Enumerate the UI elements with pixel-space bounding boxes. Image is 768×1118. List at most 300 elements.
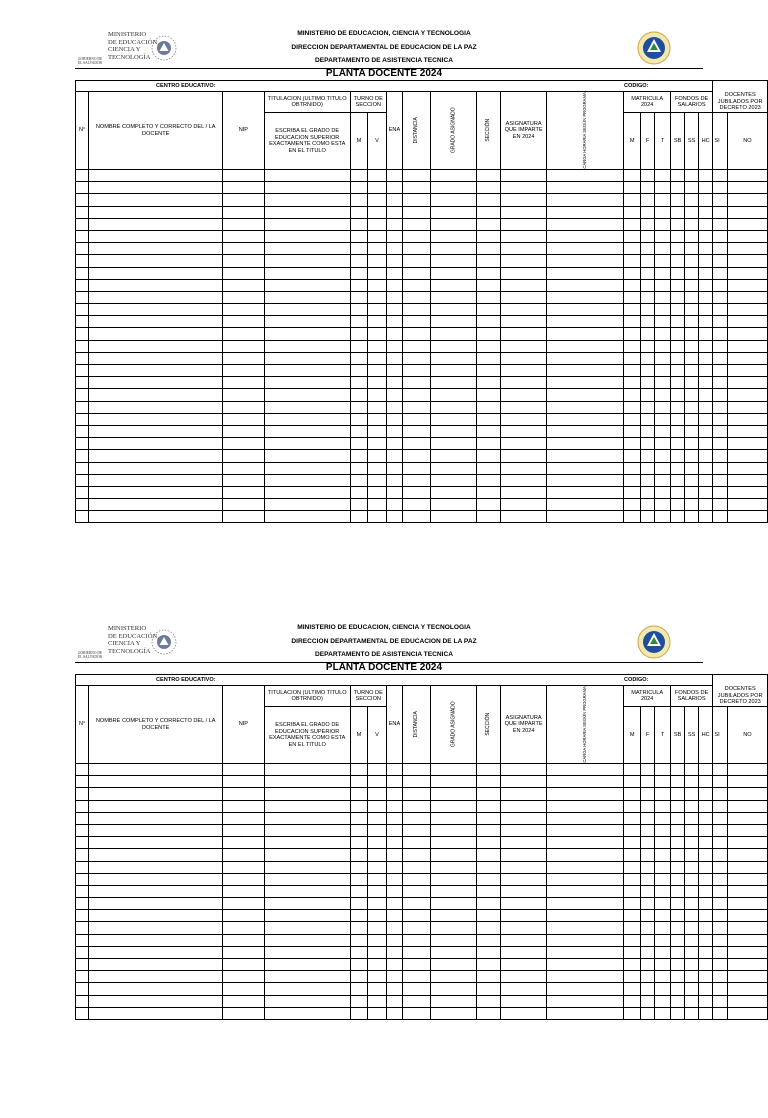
table-cell[interactable] xyxy=(624,291,640,303)
table-cell[interactable] xyxy=(368,764,386,776)
table-cell[interactable] xyxy=(368,873,386,885)
table-cell[interactable] xyxy=(685,800,699,812)
table-cell[interactable] xyxy=(264,800,350,812)
table-cell[interactable] xyxy=(89,922,223,934)
table-cell[interactable] xyxy=(350,255,368,267)
table-cell[interactable] xyxy=(89,511,223,523)
table-cell[interactable] xyxy=(670,438,684,450)
table-cell[interactable] xyxy=(89,389,223,401)
table-cell[interactable] xyxy=(223,304,265,316)
table-cell[interactable] xyxy=(655,377,670,389)
table-cell[interactable] xyxy=(430,328,477,340)
table-cell[interactable] xyxy=(76,377,89,389)
table-cell[interactable] xyxy=(685,995,699,1007)
table-cell[interactable] xyxy=(685,425,699,437)
table-cell[interactable] xyxy=(640,401,655,413)
table-cell[interactable] xyxy=(264,861,350,873)
table-cell[interactable] xyxy=(89,983,223,995)
table-cell[interactable] xyxy=(640,365,655,377)
table-cell[interactable] xyxy=(403,971,430,983)
table-cell[interactable] xyxy=(727,788,767,800)
table-cell[interactable] xyxy=(501,861,547,873)
table-cell[interactable] xyxy=(403,291,430,303)
table-cell[interactable] xyxy=(368,946,386,958)
table-cell[interactable] xyxy=(264,922,350,934)
table-cell[interactable] xyxy=(386,316,403,328)
table-cell[interactable] xyxy=(624,218,640,230)
table-cell[interactable] xyxy=(670,824,684,836)
table-cell[interactable] xyxy=(89,291,223,303)
table-cell[interactable] xyxy=(670,462,684,474)
table-cell[interactable] xyxy=(713,340,728,352)
table-cell[interactable] xyxy=(727,170,767,182)
table-cell[interactable] xyxy=(350,352,368,364)
table-cell[interactable] xyxy=(501,788,547,800)
table-cell[interactable] xyxy=(727,182,767,194)
table-cell[interactable] xyxy=(403,450,430,462)
table-cell[interactable] xyxy=(655,873,670,885)
table-cell[interactable] xyxy=(698,377,713,389)
table-cell[interactable] xyxy=(670,182,684,194)
table-cell[interactable] xyxy=(713,486,728,498)
table-cell[interactable] xyxy=(430,861,477,873)
table-cell[interactable] xyxy=(223,983,265,995)
table-cell[interactable] xyxy=(76,922,89,934)
table-cell[interactable] xyxy=(76,776,89,788)
table-cell[interactable] xyxy=(713,824,728,836)
table-cell[interactable] xyxy=(477,279,501,291)
table-cell[interactable] xyxy=(76,352,89,364)
table-cell[interactable] xyxy=(477,474,501,486)
table-cell[interactable] xyxy=(670,971,684,983)
table-cell[interactable] xyxy=(698,800,713,812)
table-cell[interactable] xyxy=(624,861,640,873)
table-cell[interactable] xyxy=(501,486,547,498)
table-cell[interactable] xyxy=(264,764,350,776)
table-cell[interactable] xyxy=(368,377,386,389)
table-cell[interactable] xyxy=(698,885,713,897)
table-cell[interactable] xyxy=(547,776,624,788)
table-cell[interactable] xyxy=(501,764,547,776)
table-cell[interactable] xyxy=(403,474,430,486)
table-cell[interactable] xyxy=(386,983,403,995)
table-cell[interactable] xyxy=(368,837,386,849)
table-cell[interactable] xyxy=(223,438,265,450)
table-cell[interactable] xyxy=(223,425,265,437)
table-cell[interactable] xyxy=(350,824,368,836)
table-cell[interactable] xyxy=(624,352,640,364)
table-cell[interactable] xyxy=(698,511,713,523)
table-cell[interactable] xyxy=(698,328,713,340)
table-cell[interactable] xyxy=(477,873,501,885)
table-cell[interactable] xyxy=(350,922,368,934)
table-cell[interactable] xyxy=(386,511,403,523)
table-cell[interactable] xyxy=(223,267,265,279)
table-cell[interactable] xyxy=(368,328,386,340)
table-cell[interactable] xyxy=(76,486,89,498)
table-cell[interactable] xyxy=(477,170,501,182)
table-cell[interactable] xyxy=(368,971,386,983)
table-cell[interactable] xyxy=(685,413,699,425)
table-cell[interactable] xyxy=(713,389,728,401)
table-cell[interactable] xyxy=(264,776,350,788)
table-cell[interactable] xyxy=(76,304,89,316)
table-cell[interactable] xyxy=(713,316,728,328)
table-cell[interactable] xyxy=(350,946,368,958)
table-cell[interactable] xyxy=(350,934,368,946)
table-cell[interactable] xyxy=(350,218,368,230)
table-cell[interactable] xyxy=(368,255,386,267)
table-cell[interactable] xyxy=(727,218,767,230)
table-cell[interactable] xyxy=(76,812,89,824)
table-cell[interactable] xyxy=(223,812,265,824)
table-cell[interactable] xyxy=(698,462,713,474)
table-cell[interactable] xyxy=(477,788,501,800)
table-cell[interactable] xyxy=(713,861,728,873)
table-cell[interactable] xyxy=(501,377,547,389)
table-cell[interactable] xyxy=(223,316,265,328)
table-cell[interactable] xyxy=(655,230,670,242)
table-cell[interactable] xyxy=(698,243,713,255)
table-cell[interactable] xyxy=(350,898,368,910)
table-cell[interactable] xyxy=(264,279,350,291)
table-cell[interactable] xyxy=(403,462,430,474)
table-cell[interactable] xyxy=(368,788,386,800)
table-cell[interactable] xyxy=(403,861,430,873)
table-cell[interactable] xyxy=(670,934,684,946)
table-cell[interactable] xyxy=(698,401,713,413)
table-cell[interactable] xyxy=(368,352,386,364)
table-cell[interactable] xyxy=(430,934,477,946)
table-cell[interactable] xyxy=(264,255,350,267)
table-cell[interactable] xyxy=(685,946,699,958)
table-cell[interactable] xyxy=(547,800,624,812)
table-cell[interactable] xyxy=(670,377,684,389)
table-cell[interactable] xyxy=(89,206,223,218)
table-cell[interactable] xyxy=(501,511,547,523)
table-cell[interactable] xyxy=(655,218,670,230)
table-cell[interactable] xyxy=(698,898,713,910)
table-cell[interactable] xyxy=(698,425,713,437)
table-cell[interactable] xyxy=(547,304,624,316)
table-cell[interactable] xyxy=(698,352,713,364)
table-cell[interactable] xyxy=(386,304,403,316)
table-cell[interactable] xyxy=(430,182,477,194)
table-cell[interactable] xyxy=(670,267,684,279)
table-cell[interactable] xyxy=(698,474,713,486)
table-cell[interactable] xyxy=(624,511,640,523)
table-cell[interactable] xyxy=(713,837,728,849)
table-cell[interactable] xyxy=(76,413,89,425)
table-cell[interactable] xyxy=(264,304,350,316)
table-cell[interactable] xyxy=(264,206,350,218)
table-cell[interactable] xyxy=(501,824,547,836)
table-cell[interactable] xyxy=(386,206,403,218)
table-cell[interactable] xyxy=(430,764,477,776)
table-cell[interactable] xyxy=(89,218,223,230)
table-cell[interactable] xyxy=(89,267,223,279)
table-cell[interactable] xyxy=(547,255,624,267)
table-cell[interactable] xyxy=(501,499,547,511)
table-cell[interactable] xyxy=(264,486,350,498)
table-cell[interactable] xyxy=(685,438,699,450)
table-cell[interactable] xyxy=(386,291,403,303)
table-cell[interactable] xyxy=(727,934,767,946)
table-cell[interactable] xyxy=(386,365,403,377)
table-cell[interactable] xyxy=(403,352,430,364)
table-cell[interactable] xyxy=(640,934,655,946)
table-cell[interactable] xyxy=(223,800,265,812)
table-cell[interactable] xyxy=(350,389,368,401)
table-cell[interactable] xyxy=(685,255,699,267)
table-cell[interactable] xyxy=(403,910,430,922)
table-cell[interactable] xyxy=(670,837,684,849)
table-cell[interactable] xyxy=(640,352,655,364)
table-cell[interactable] xyxy=(640,425,655,437)
table-cell[interactable] xyxy=(223,861,265,873)
table-cell[interactable] xyxy=(350,316,368,328)
table-cell[interactable] xyxy=(89,800,223,812)
table-cell[interactable] xyxy=(223,462,265,474)
table-cell[interactable] xyxy=(477,194,501,206)
table-cell[interactable] xyxy=(501,922,547,934)
table-cell[interactable] xyxy=(403,824,430,836)
table-cell[interactable] xyxy=(477,861,501,873)
table-cell[interactable] xyxy=(386,377,403,389)
table-cell[interactable] xyxy=(670,910,684,922)
table-cell[interactable] xyxy=(727,486,767,498)
table-cell[interactable] xyxy=(640,922,655,934)
table-cell[interactable] xyxy=(76,328,89,340)
table-cell[interactable] xyxy=(640,885,655,897)
table-cell[interactable] xyxy=(685,401,699,413)
table-cell[interactable] xyxy=(264,873,350,885)
table-cell[interactable] xyxy=(477,425,501,437)
table-cell[interactable] xyxy=(685,499,699,511)
table-cell[interactable] xyxy=(350,230,368,242)
table-cell[interactable] xyxy=(727,255,767,267)
table-cell[interactable] xyxy=(368,959,386,971)
table-cell[interactable] xyxy=(223,328,265,340)
table-cell[interactable] xyxy=(477,316,501,328)
table-cell[interactable] xyxy=(350,910,368,922)
table-cell[interactable] xyxy=(501,170,547,182)
table-cell[interactable] xyxy=(403,959,430,971)
table-cell[interactable] xyxy=(670,340,684,352)
table-cell[interactable] xyxy=(89,910,223,922)
table-cell[interactable] xyxy=(698,776,713,788)
table-cell[interactable] xyxy=(713,800,728,812)
table-cell[interactable] xyxy=(670,898,684,910)
table-cell[interactable] xyxy=(386,1007,403,1019)
table-cell[interactable] xyxy=(264,788,350,800)
table-cell[interactable] xyxy=(430,800,477,812)
table-cell[interactable] xyxy=(640,873,655,885)
table-cell[interactable] xyxy=(368,486,386,498)
table-cell[interactable] xyxy=(223,230,265,242)
table-cell[interactable] xyxy=(368,812,386,824)
table-cell[interactable] xyxy=(685,849,699,861)
table-cell[interactable] xyxy=(655,365,670,377)
table-cell[interactable] xyxy=(430,340,477,352)
table-cell[interactable] xyxy=(713,377,728,389)
table-cell[interactable] xyxy=(547,218,624,230)
table-cell[interactable] xyxy=(685,218,699,230)
table-cell[interactable] xyxy=(547,995,624,1007)
table-cell[interactable] xyxy=(368,462,386,474)
table-cell[interactable] xyxy=(501,450,547,462)
table-cell[interactable] xyxy=(477,971,501,983)
table-cell[interactable] xyxy=(713,243,728,255)
table-cell[interactable] xyxy=(264,812,350,824)
table-cell[interactable] xyxy=(501,316,547,328)
table-cell[interactable] xyxy=(350,413,368,425)
table-cell[interactable] xyxy=(76,983,89,995)
table-cell[interactable] xyxy=(386,776,403,788)
table-cell[interactable] xyxy=(223,194,265,206)
table-cell[interactable] xyxy=(640,983,655,995)
table-cell[interactable] xyxy=(477,304,501,316)
table-cell[interactable] xyxy=(501,885,547,897)
table-cell[interactable] xyxy=(670,413,684,425)
table-cell[interactable] xyxy=(368,776,386,788)
table-cell[interactable] xyxy=(640,194,655,206)
table-cell[interactable] xyxy=(670,243,684,255)
table-cell[interactable] xyxy=(350,764,368,776)
table-cell[interactable] xyxy=(670,279,684,291)
table-cell[interactable] xyxy=(223,413,265,425)
table-cell[interactable] xyxy=(264,971,350,983)
table-cell[interactable] xyxy=(76,971,89,983)
table-cell[interactable] xyxy=(685,194,699,206)
table-cell[interactable] xyxy=(624,462,640,474)
table-cell[interactable] xyxy=(403,401,430,413)
table-cell[interactable] xyxy=(713,170,728,182)
table-cell[interactable] xyxy=(655,182,670,194)
table-cell[interactable] xyxy=(403,873,430,885)
table-cell[interactable] xyxy=(501,438,547,450)
table-cell[interactable] xyxy=(655,849,670,861)
table-cell[interactable] xyxy=(655,898,670,910)
table-cell[interactable] xyxy=(698,486,713,498)
table-cell[interactable] xyxy=(264,995,350,1007)
table-cell[interactable] xyxy=(501,873,547,885)
table-cell[interactable] xyxy=(264,328,350,340)
table-cell[interactable] xyxy=(624,849,640,861)
table-cell[interactable] xyxy=(477,243,501,255)
table-cell[interactable] xyxy=(223,511,265,523)
table-cell[interactable] xyxy=(386,486,403,498)
table-cell[interactable] xyxy=(727,401,767,413)
table-cell[interactable] xyxy=(640,474,655,486)
table-cell[interactable] xyxy=(727,837,767,849)
table-cell[interactable] xyxy=(640,206,655,218)
table-cell[interactable] xyxy=(477,824,501,836)
table-cell[interactable] xyxy=(477,450,501,462)
table-cell[interactable] xyxy=(685,291,699,303)
table-cell[interactable] xyxy=(350,279,368,291)
table-cell[interactable] xyxy=(547,365,624,377)
table-cell[interactable] xyxy=(670,812,684,824)
table-cell[interactable] xyxy=(223,764,265,776)
table-cell[interactable] xyxy=(501,230,547,242)
table-cell[interactable] xyxy=(640,800,655,812)
table-cell[interactable] xyxy=(670,170,684,182)
table-cell[interactable] xyxy=(624,267,640,279)
table-cell[interactable] xyxy=(430,788,477,800)
table-cell[interactable] xyxy=(670,1007,684,1019)
table-cell[interactable] xyxy=(727,279,767,291)
table-cell[interactable] xyxy=(698,922,713,934)
table-cell[interactable] xyxy=(624,995,640,1007)
table-cell[interactable] xyxy=(698,983,713,995)
table-cell[interactable] xyxy=(430,486,477,498)
table-cell[interactable] xyxy=(403,206,430,218)
table-cell[interactable] xyxy=(264,946,350,958)
table-cell[interactable] xyxy=(727,824,767,836)
table-cell[interactable] xyxy=(368,885,386,897)
table-cell[interactable] xyxy=(350,486,368,498)
table-cell[interactable] xyxy=(223,959,265,971)
table-cell[interactable] xyxy=(430,873,477,885)
table-cell[interactable] xyxy=(655,995,670,1007)
table-cell[interactable] xyxy=(368,401,386,413)
table-cell[interactable] xyxy=(430,194,477,206)
table-cell[interactable] xyxy=(713,255,728,267)
table-cell[interactable] xyxy=(223,824,265,836)
table-cell[interactable] xyxy=(655,499,670,511)
table-cell[interactable] xyxy=(223,776,265,788)
table-cell[interactable] xyxy=(403,499,430,511)
table-cell[interactable] xyxy=(547,934,624,946)
table-cell[interactable] xyxy=(624,898,640,910)
table-cell[interactable] xyxy=(350,837,368,849)
table-cell[interactable] xyxy=(685,377,699,389)
table-cell[interactable] xyxy=(368,389,386,401)
table-cell[interactable] xyxy=(430,837,477,849)
table-cell[interactable] xyxy=(430,499,477,511)
table-cell[interactable] xyxy=(76,837,89,849)
table-cell[interactable] xyxy=(713,304,728,316)
table-cell[interactable] xyxy=(350,800,368,812)
table-cell[interactable] xyxy=(547,230,624,242)
table-cell[interactable] xyxy=(89,243,223,255)
table-cell[interactable] xyxy=(264,267,350,279)
table-cell[interactable] xyxy=(547,873,624,885)
table-cell[interactable] xyxy=(89,365,223,377)
table-cell[interactable] xyxy=(698,316,713,328)
table-cell[interactable] xyxy=(698,304,713,316)
table-cell[interactable] xyxy=(368,206,386,218)
table-cell[interactable] xyxy=(670,425,684,437)
table-cell[interactable] xyxy=(640,462,655,474)
table-cell[interactable] xyxy=(76,934,89,946)
table-cell[interactable] xyxy=(624,425,640,437)
table-cell[interactable] xyxy=(76,873,89,885)
table-cell[interactable] xyxy=(386,352,403,364)
table-cell[interactable] xyxy=(624,812,640,824)
table-cell[interactable] xyxy=(386,194,403,206)
table-cell[interactable] xyxy=(727,946,767,958)
table-cell[interactable] xyxy=(624,255,640,267)
table-cell[interactable] xyxy=(368,365,386,377)
table-cell[interactable] xyxy=(713,291,728,303)
table-cell[interactable] xyxy=(624,316,640,328)
table-cell[interactable] xyxy=(727,291,767,303)
table-cell[interactable] xyxy=(89,230,223,242)
table-cell[interactable] xyxy=(350,983,368,995)
table-cell[interactable] xyxy=(713,352,728,364)
